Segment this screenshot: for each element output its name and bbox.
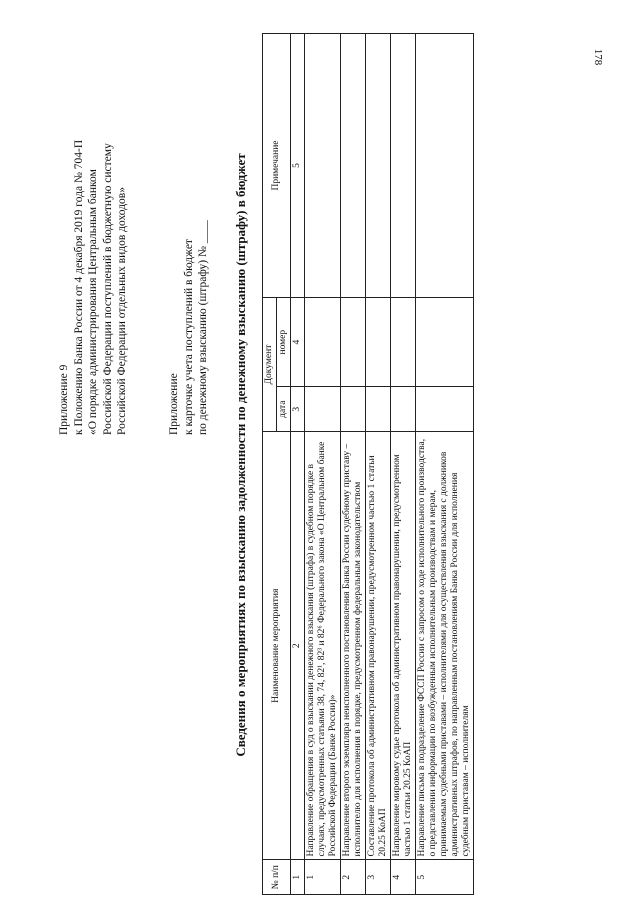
page-number: 178 — [592, 48, 604, 66]
header-number: номер — [277, 298, 291, 387]
row-note — [305, 34, 341, 298]
table-header-row — [263, 34, 277, 895]
appendix-header — [57, 15, 130, 435]
header-name: Наименование мероприятия — [263, 432, 291, 860]
sub-appendix-header — [167, 75, 211, 435]
index-cell: 3 — [291, 387, 305, 432]
appendix-line: к Положению Банка России от 4 декабря 2019 года № 704-П — [72, 139, 85, 435]
table-row — [305, 34, 341, 895]
index-cell: 1 — [291, 860, 305, 895]
row-name: Направление мировому судье протокола об административном правонарушении, предусмотренном частью 1 статьи 20.25 КоАП — [391, 432, 416, 860]
document-title: Сведения о мероприятиях по взысканию задолженности по денежному взысканию (штрафу) в бюджет — [233, 153, 248, 757]
appendix-line: Российской Федерации отдельных видов доходов» — [116, 187, 128, 435]
row-number — [305, 298, 341, 387]
row-date — [391, 387, 416, 432]
row-name: Направление письма в подразделение ФССП России с запросом о ходе исполнительного производства, о представлении информации по возбужденным исполнительным производствам и мерам, принимаемым судебными приставами – исполнителями для осуществления взыскания с должников административных штрафов, по направленным постановлениям Банка России для исполнения судебным приставам – исполнителям — [416, 432, 474, 860]
sub-appendix-line: по денежному взысканию (штрафу) № ____ — [197, 220, 209, 435]
row-date — [341, 387, 366, 432]
row-number — [366, 298, 391, 387]
row-note — [391, 34, 416, 298]
row-number — [416, 298, 474, 387]
row-date — [366, 387, 391, 432]
sub-appendix-line: Приложение — [168, 373, 180, 435]
row-number — [341, 298, 366, 387]
table-row — [391, 34, 416, 895]
sub-appendix-line: к карточке учета поступлений в бюджет — [182, 239, 195, 435]
row-num: 1 — [305, 860, 341, 895]
row-num: 4 — [391, 860, 416, 895]
table-row — [341, 34, 366, 895]
row-name: Направление обращения в суд о взыскании денежного взыскания (штрафа) в судебном порядке в случаях, предусмотренных статьями 38, 74, 82¹, 82³ и 82⁶ Федерального закона «О Центральном банке Российской Федерации (Банке России)» — [305, 432, 341, 860]
row-num: 3 — [366, 860, 391, 895]
row-num: 2 — [341, 860, 366, 895]
appendix-line: «О порядке администрирования Центральным банком — [87, 169, 99, 435]
header-num: № п/п — [263, 860, 291, 895]
header-date: дата — [277, 387, 291, 432]
row-num: 5 — [416, 860, 474, 895]
index-cell: 5 — [291, 34, 305, 298]
measures-table — [262, 33, 474, 895]
row-name: Составление протокола об административном правонарушении, предусмотренном частью 1 статьи 20.25 КоАП — [366, 432, 391, 860]
row-note — [416, 34, 474, 298]
row-number — [391, 298, 416, 387]
table-row — [416, 34, 474, 895]
appendix-line: Приложение 9 — [58, 364, 70, 435]
row-date — [305, 387, 341, 432]
header-document: Документ — [263, 298, 277, 432]
row-name: Направление второго экземпляра неисполненного постановления Банка России судебному приставу – исполнителю для исполнения в порядке, предусмотренном федеральным законодательством — [341, 432, 366, 860]
index-cell: 2 — [291, 432, 305, 860]
header-note: Примечание — [263, 34, 291, 298]
index-cell: 4 — [291, 298, 305, 387]
table-index-row — [291, 34, 305, 895]
row-note — [366, 34, 391, 298]
table-row — [366, 34, 391, 895]
row-date — [416, 387, 474, 432]
appendix-line: Российской Федерации поступлений в бюджетную систему — [101, 143, 114, 435]
row-note — [341, 34, 366, 298]
